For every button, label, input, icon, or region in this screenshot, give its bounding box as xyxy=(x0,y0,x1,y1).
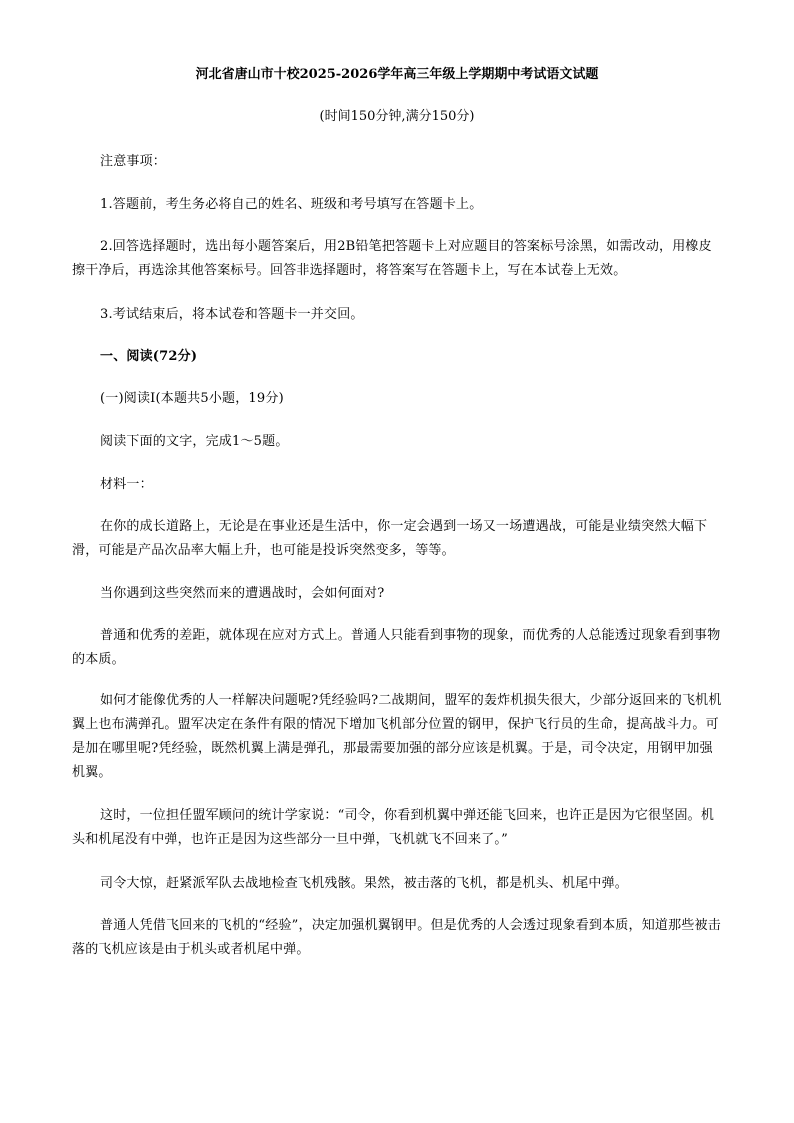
body-paragraph: 如何才能像优秀的人一样解决问题呢?凭经验吗?二战期间，盟军的轰炸机损失很大，少部分返回来的飞机机翼上也布满弹孔。盟军决定在条件有限的情况下增加飞机部分位置的钢甲，保护飞行员的生命，提高战斗力。可是加在哪里呢?凭经验，既然机翼上满是弹孔，那最需要加强的部分应该是机翼。于是，司令决定，用钢甲加强机翼。 xyxy=(72,693,722,780)
body-paragraph: 当你遇到这些突然而来的遭遇战时，会如何面对? xyxy=(100,586,385,601)
body-paragraph: 司令大惊，赶紧派军队去战地检查飞机残骸。果然，被击落的飞机，都是机头、机尾中弹。 xyxy=(100,876,629,891)
body-paragraph: 在你的成长道路上，无论是在事业还是生活中，你一定会遇到一场又一场遭遇战，可能是业绩突然大幅下滑，可能是产品次品率大幅上升，也可能是投诉突然变多，等等。 xyxy=(72,519,708,558)
notice-item: 2.回答选择题时，选出每小题答案后，用2B铅笔把答题卡上对应题目的答案标号涂黑，如需改动，用橡皮擦干净后，再选涂其他答案标号。回答非选择题时，将答案写在答题卡上，写在本试卷上无效。 xyxy=(72,239,712,278)
body-paragraph: 普通人凭借飞回来的飞机的“经验”，决定加强机翼钢甲。但是优秀的人会透过现象看到本质，知道那些被击落的飞机应该是由于机头或者机尾中弹。 xyxy=(72,918,721,957)
reading-instruction: 阅读下面的文字，完成1～5题。 xyxy=(100,434,289,449)
notice-heading: 注意事项： xyxy=(100,154,167,169)
body-paragraph: 普通和优秀的差距，就体现在应对方式上。普通人只能看到事物的现象，而优秀的人总能透过现象看到事物的本质。 xyxy=(72,628,721,667)
exam-subtitle: (时间150分钟,满分150分) xyxy=(319,109,475,124)
notice-item: 3.考试结束后，将本试卷和答题卡一并交回。 xyxy=(100,307,364,322)
section-heading: 一、阅读(72分) xyxy=(100,349,198,364)
material-label: 材料一： xyxy=(100,477,153,492)
notice-item: 1.答题前，考生务必将自己的姓名、班级和考号填写在答题卡上。 xyxy=(100,197,483,212)
subsection-heading: (一)阅读Ⅰ(本题共5小题，19分) xyxy=(100,391,284,406)
body-paragraph: 这时，一位担任盟军顾问的统计学家说：“司令，你看到机翼中弹还能飞回来，也许正是因为它很坚固。机头和机尾没有中弹，也许正是因为这些部分一旦中弹，飞机就飞不回来了。” xyxy=(72,808,715,847)
exam-title: 河北省唐山市十校2025-2026学年高三年级上学期期中考试语文试题 xyxy=(195,67,599,82)
